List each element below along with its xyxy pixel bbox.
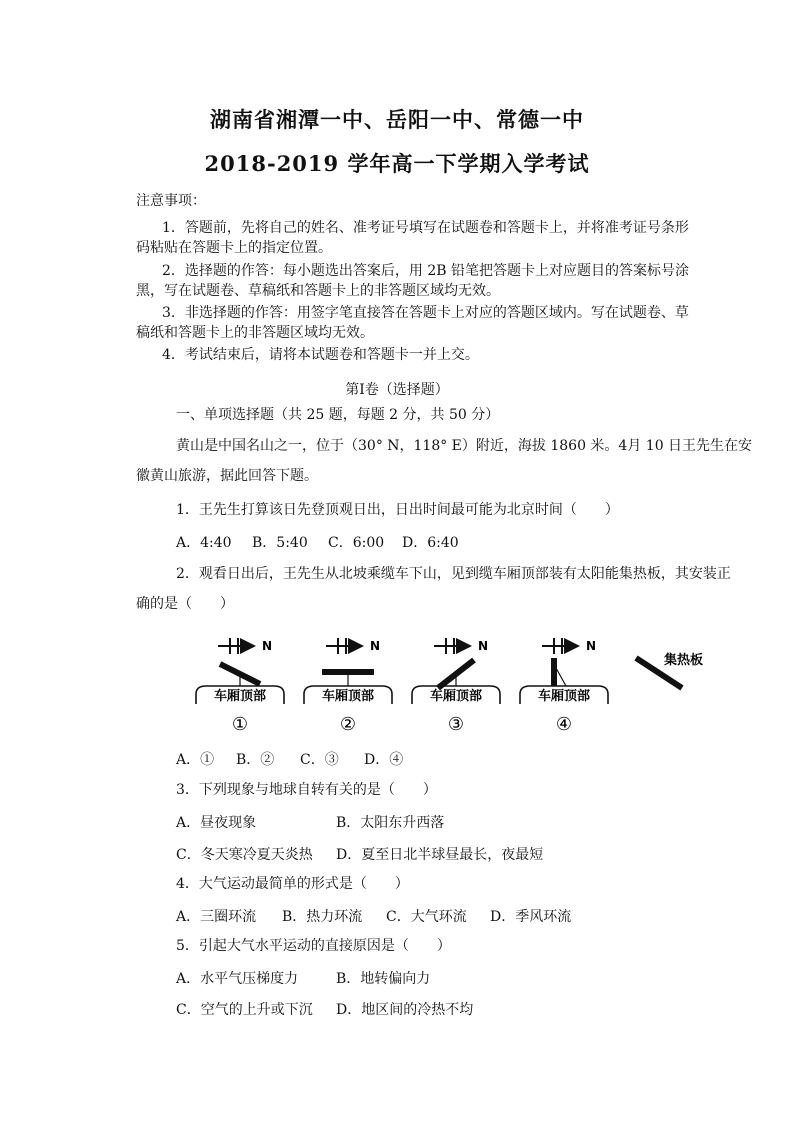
question-4-stem: 4．大气运动最简单的形式是（ ） bbox=[176, 876, 409, 892]
q1-option-b[interactable]: B．5:40 bbox=[252, 535, 308, 551]
q2-option-b[interactable]: B．② bbox=[236, 752, 275, 768]
notes-heading: 注意事项： bbox=[136, 193, 206, 209]
north-label: N bbox=[586, 639, 597, 653]
panel-legend-label: 集热板 bbox=[664, 653, 704, 668]
q1-option-c[interactable]: C．6:00 bbox=[328, 535, 385, 551]
north-label: N bbox=[262, 639, 273, 653]
q2-option-d[interactable]: D．④ bbox=[364, 752, 404, 768]
q4-option-d[interactable]: D．季风环流 bbox=[490, 909, 572, 925]
note-line: 2．选择题的作答：每小题选出答案后，用 2B 铅笔把答题卡上对应题目的答案标号涂 bbox=[162, 263, 690, 279]
school-title: 湖南省湘潭一中、岳阳一中、常德一中 bbox=[210, 107, 584, 132]
q3-option-b[interactable]: B．太阳东升西落 bbox=[336, 815, 445, 831]
north-label: N bbox=[478, 639, 489, 653]
diagram-3[interactable] bbox=[412, 638, 500, 735]
q2-option-a[interactable]: A．① bbox=[176, 752, 215, 768]
q1-option-d[interactable]: D．6:40 bbox=[402, 535, 459, 551]
q5-option-a[interactable]: A．水平气压梯度力 bbox=[176, 971, 299, 987]
q1-option-a[interactable]: A．4:40 bbox=[176, 535, 232, 551]
roof-label: 车厢顶部 bbox=[213, 689, 267, 704]
question-3-stem: 3．下列现象与地球自转有关的是（ ） bbox=[176, 782, 437, 798]
north-arrow-icon bbox=[218, 638, 254, 654]
question-5-stem: 5．引起大气水平运动的直接原因是（ ） bbox=[176, 938, 451, 954]
q5-option-c[interactable]: C．空气的上升或下沉 bbox=[176, 1002, 313, 1018]
q3-option-a[interactable]: A．昼夜现象 bbox=[176, 815, 257, 831]
q4-option-c[interactable]: C．大气环流 bbox=[386, 909, 467, 925]
q5-option-d[interactable]: D．地区间的冷热不均 bbox=[336, 1002, 474, 1018]
exam-title: 2018-2019 学年高一下学期入学考试 bbox=[204, 151, 590, 176]
q3-option-c[interactable]: C．冬天寒冷夏天炎热 bbox=[176, 847, 313, 863]
north-arrow-icon bbox=[434, 638, 470, 654]
q4-option-a[interactable]: A．三圈环流 bbox=[176, 909, 257, 925]
note-line: 黑，写在试题卷、草稿纸和答题卡上的非答题区域均无效。 bbox=[136, 283, 500, 299]
roof-label: 车厢顶部 bbox=[537, 689, 591, 704]
diagram-1[interactable] bbox=[196, 638, 284, 735]
note-line: 4．考试结束后，请将本试题卷和答题卡一并上交。 bbox=[162, 347, 479, 363]
note-line: 3．非选择题的作答：用签字笔直接答在答题卡上对应的答题区域内。写在试题卷、草 bbox=[162, 305, 689, 321]
part-heading: 一、单项选择题（共 25 题，每题 2 分，共 50 分） bbox=[176, 407, 500, 423]
question-2-stem: 2．观看日出后，王先生从北坡乘缆车下山，见到缆车厢顶部装有太阳能集热板，其安装正 bbox=[176, 566, 731, 582]
north-label: N bbox=[370, 639, 381, 653]
note-line: 码粘贴在答题卡上的指定位置。 bbox=[136, 240, 332, 256]
passage-line: 黄山是中国名山之一，位于（30° N，118° E）附近，海拔 1860 米。4月 10 日王先生在安 bbox=[176, 438, 753, 454]
diagram-number: ④ bbox=[555, 714, 573, 735]
section-title: 第Ⅰ卷（选择题） bbox=[345, 382, 449, 398]
diagram-2[interactable] bbox=[304, 638, 392, 735]
q3-option-d[interactable]: D．夏至日北半球昼最长，夜最短 bbox=[336, 847, 544, 863]
question-1-stem: 1．王先生打算该日先登顶观日出，日出时间最可能为北京时间（ ） bbox=[176, 502, 619, 518]
diagram-4[interactable] bbox=[520, 638, 608, 735]
north-arrow-icon bbox=[542, 638, 578, 654]
note-line: 稿纸和答题卡上的非答题区域均无效。 bbox=[136, 325, 374, 341]
passage-line: 徽黄山旅游，据此回答下题。 bbox=[136, 468, 318, 484]
question-2-stem: 确的是（ ） bbox=[136, 596, 234, 612]
panel-legend bbox=[636, 652, 703, 688]
q4-option-b[interactable]: B．热力环流 bbox=[282, 909, 363, 925]
q2-option-c[interactable]: C．③ bbox=[300, 752, 339, 768]
diagram-number: ② bbox=[339, 714, 357, 735]
q5-option-b[interactable]: B．地转偏向力 bbox=[336, 971, 431, 987]
diagram-number: ③ bbox=[447, 714, 465, 735]
north-arrow-icon bbox=[326, 638, 362, 654]
roof-label: 车厢顶部 bbox=[429, 689, 483, 704]
diagram-number: ① bbox=[231, 714, 249, 735]
note-line: 1．答题前，先将自己的姓名、准考证号填写在试题卷和答题卡上，并将准考证号条形 bbox=[162, 220, 689, 236]
solar-panel-figure bbox=[180, 628, 740, 740]
roof-label: 车厢顶部 bbox=[321, 689, 375, 704]
